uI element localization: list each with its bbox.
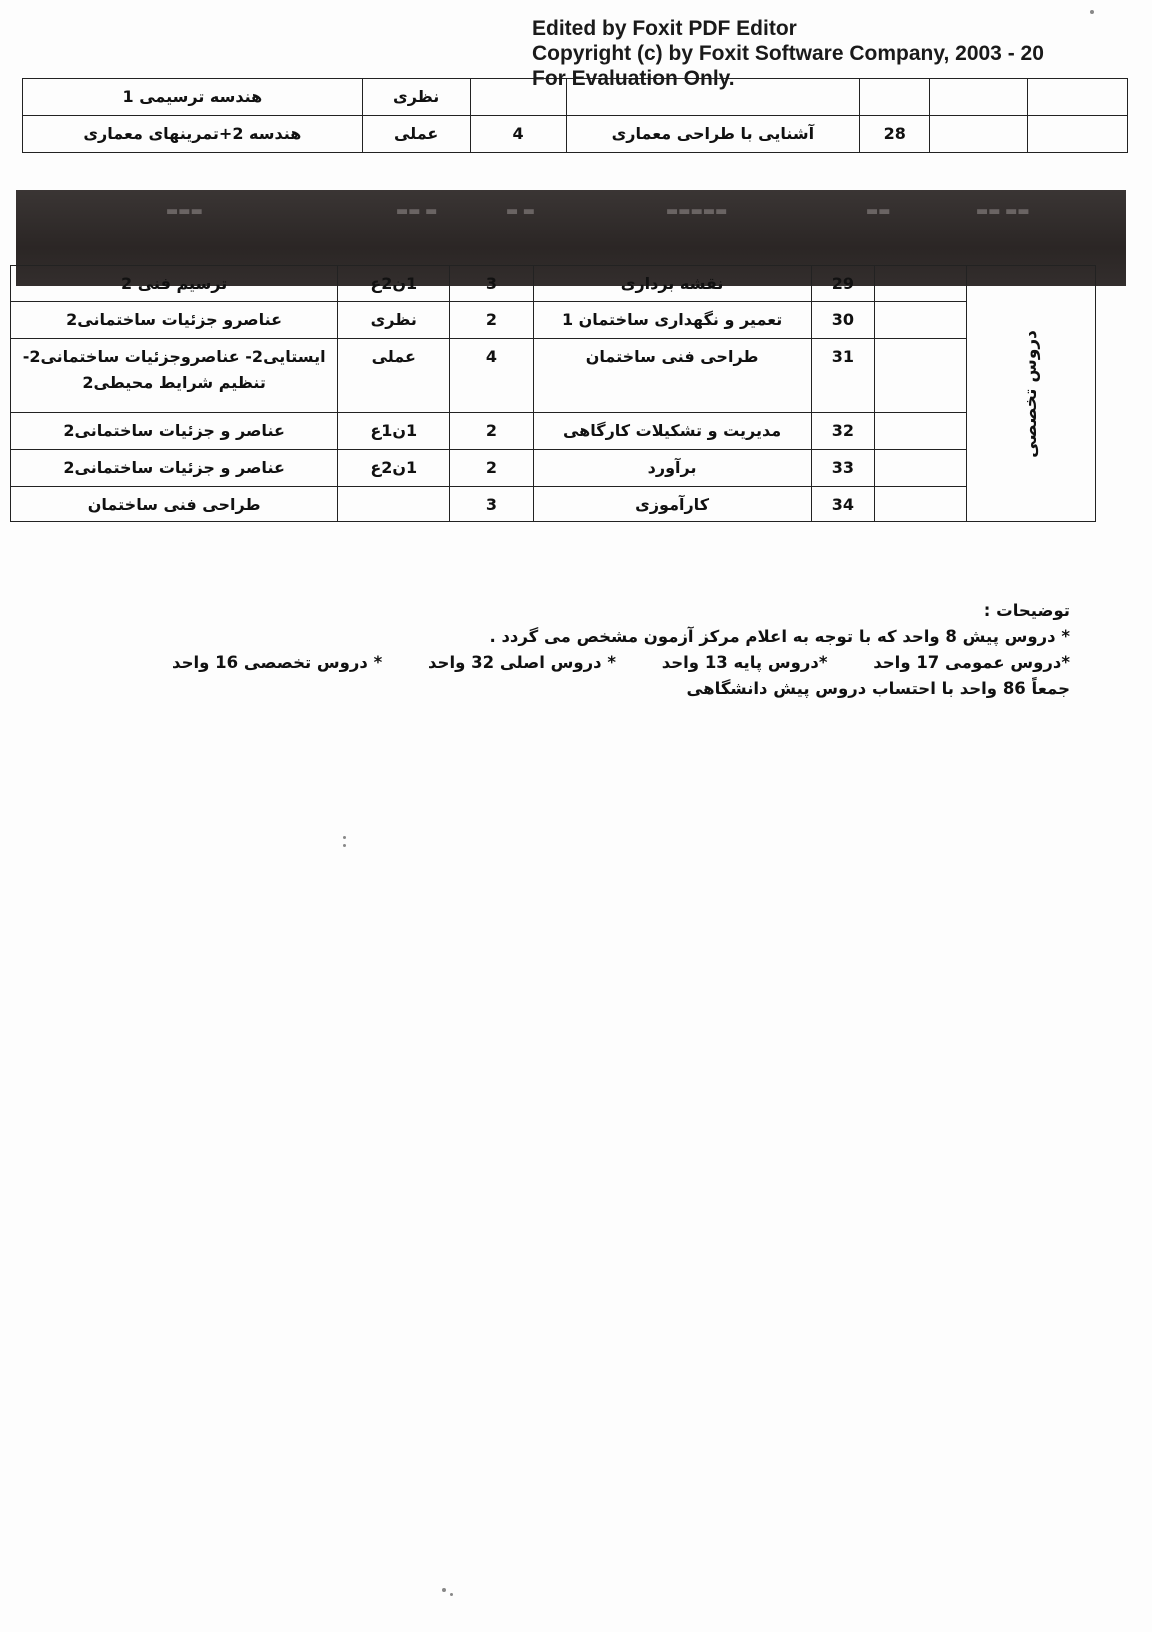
blank-cell xyxy=(875,487,967,522)
scan-speck xyxy=(442,1588,446,1592)
units-cell: 2 xyxy=(450,413,533,450)
watermark-line-3: For Evaluation Only. xyxy=(532,67,735,90)
notes-section xyxy=(110,598,1070,702)
units-cell: 3 xyxy=(450,266,533,302)
type-cell: عملی xyxy=(338,339,450,413)
units-cell: 4 xyxy=(450,339,533,413)
watermark-line-1: Edited by Foxit PDF Editor xyxy=(532,17,797,40)
type-cell: 1ن2ع xyxy=(338,266,450,302)
num-cell: 34 xyxy=(811,487,875,522)
blank-cell xyxy=(875,266,967,302)
units-cell: 2 xyxy=(450,302,533,339)
type-cell: 1ن2ع xyxy=(338,450,450,487)
blank-cell xyxy=(1028,116,1128,153)
prereq-cell: هندسه 2+تمرینهای معماری xyxy=(23,116,363,153)
note-main-units: * دروس اصلی 32 واحد xyxy=(428,653,616,672)
note-specialized-units: * دروس تخصصی 16 واحد xyxy=(172,653,383,672)
section-label: دروس تخصصی xyxy=(1021,329,1042,458)
title-cell: مدیریت و تشکیلات کارگاهی xyxy=(533,413,811,450)
section-label-cell xyxy=(967,266,1096,522)
num-cell: 32 xyxy=(811,413,875,450)
num-cell: 29 xyxy=(811,266,875,302)
blank-cell xyxy=(875,302,967,339)
scan-speck xyxy=(343,836,346,839)
notes-total: جمعاً 86 واحد با احتساب دروس پیش دانشگاهی xyxy=(686,679,1070,698)
table-header-band: ▬▬▬ ▬▬ ▬ ▬ ▬ ▬▬▬▬▬ ▬▬ ▬▬ ▬▬ xyxy=(16,190,1126,286)
table-row xyxy=(11,450,1096,487)
blank-cell xyxy=(875,413,967,450)
title-cell: کارآموزی xyxy=(533,487,811,522)
units-cell: 2 xyxy=(450,450,533,487)
prereq-cell: هندسه ترسیمی 1 xyxy=(23,79,363,116)
prereq-cell: عناصرو جزئیات ساختمانی2 xyxy=(11,302,338,339)
title-cell: آشنایی با طراحی معماری xyxy=(566,116,860,153)
type-cell xyxy=(338,487,450,522)
num-cell: 33 xyxy=(811,450,875,487)
prereq-cell: عناصر و جزئیات ساختمانی2 xyxy=(11,413,338,450)
table-row xyxy=(11,487,1096,522)
blank-cell xyxy=(930,116,1028,153)
units-cell: 3 xyxy=(450,487,533,522)
scan-speck xyxy=(1090,10,1094,14)
prereq-cell: طراحی فنی ساختمان xyxy=(11,487,338,522)
blank-cell xyxy=(875,339,967,413)
notes-line-units xyxy=(110,650,1070,676)
type-cell: نظری xyxy=(362,79,470,116)
note-basic-units: *دروس پایه 13 واحد xyxy=(661,653,828,672)
table-row xyxy=(11,302,1096,339)
num-cell: 30 xyxy=(811,302,875,339)
table-row xyxy=(11,413,1096,450)
prereq-cell: ایستایی2- عناصروجزئیات ساختمانی2- تنظیم شرایط محیطی2 xyxy=(11,339,338,413)
scan-speck xyxy=(343,844,346,847)
units-cell: 4 xyxy=(470,116,566,153)
type-cell: عملی xyxy=(362,116,470,153)
title-cell: تعمیر و نگهداری ساختمان 1 xyxy=(533,302,811,339)
table-row xyxy=(23,116,1128,153)
watermark xyxy=(532,16,1044,91)
note-general-units: *دروس عمومی 17 واحد xyxy=(873,653,1070,672)
title-cell: برآورد xyxy=(533,450,811,487)
specialized-course-table xyxy=(10,265,1096,522)
title-cell: نقشه برداری xyxy=(533,266,811,302)
table-row xyxy=(11,339,1096,413)
num-cell: 31 xyxy=(811,339,875,413)
title-cell: طراحی فنی ساختمان xyxy=(533,339,811,413)
notes-heading: توضیحات : xyxy=(983,601,1070,620)
notes-line-prereq: * دروس پیش 8 واحد که با توجه به اعلام مرکز آزمون مشخص می گردد . xyxy=(489,627,1070,646)
watermark-line-2: Copyright (c) by Foxit Software Company, 2003 - 20 xyxy=(532,42,1044,65)
blank-cell xyxy=(875,450,967,487)
num-cell: 28 xyxy=(860,116,930,153)
table-row xyxy=(11,266,1096,302)
type-cell: نظری xyxy=(338,302,450,339)
prereq-cell: عناصر و جزئیات ساختمانی2 xyxy=(11,450,338,487)
type-cell: 1ن1ع xyxy=(338,413,450,450)
scan-speck xyxy=(450,1593,453,1596)
prereq-cell: ترسیم فنی 2 xyxy=(11,266,338,302)
